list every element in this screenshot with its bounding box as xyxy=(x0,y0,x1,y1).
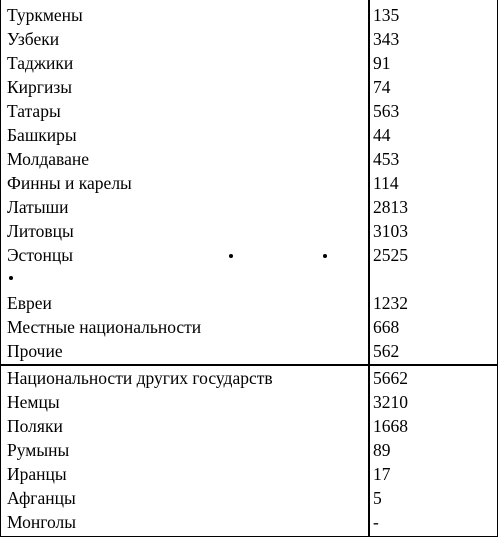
nationality-name: Молдаване xyxy=(7,149,89,169)
nationality-count: 3103 xyxy=(373,221,408,241)
stray-dot-mark xyxy=(323,254,327,258)
nationality-name: Поляки xyxy=(7,416,63,436)
table-row xyxy=(1,243,498,267)
nationality-count: 5 xyxy=(373,488,382,508)
table-row xyxy=(1,171,498,195)
table-row xyxy=(1,3,498,27)
nationality-name: Таджики xyxy=(7,53,74,73)
nationality-count: 2813 xyxy=(373,197,408,217)
nationality-name: Местные национальности xyxy=(7,317,202,337)
nationality-name: Литовцы xyxy=(7,221,74,241)
nationality-count: - xyxy=(373,512,379,532)
nationality-count: 17 xyxy=(373,464,391,484)
nationality-count: 343 xyxy=(373,29,400,49)
nationality-count: 453 xyxy=(373,149,400,169)
nationality-name: Латыши xyxy=(7,197,69,217)
table-row xyxy=(1,510,498,534)
nationality-name: Национальности других государств xyxy=(7,368,273,388)
nationality-name: Румыны xyxy=(7,440,70,460)
nationality-count: 5662 xyxy=(373,368,408,388)
nationality-count: 89 xyxy=(373,440,391,460)
table-row xyxy=(1,462,498,486)
table-row xyxy=(1,27,498,51)
table-row xyxy=(1,99,498,123)
table-row xyxy=(1,291,498,315)
nationality-name: Иранцы xyxy=(7,464,67,484)
table-row xyxy=(1,366,498,390)
stray-dot-mark xyxy=(9,276,13,280)
nationality-name: Киргизы xyxy=(7,77,73,97)
table-row xyxy=(1,147,498,171)
nationality-name: Узбеки xyxy=(7,29,60,49)
nationality-count: 91 xyxy=(373,53,391,73)
nationality-count: 2525 xyxy=(373,245,408,265)
table-row xyxy=(1,486,498,510)
table-row xyxy=(1,414,498,438)
stray-dot-mark xyxy=(229,254,233,258)
table-row xyxy=(1,51,498,75)
nationality-name: Монголы xyxy=(7,512,76,532)
nationality-count: 74 xyxy=(373,77,391,97)
table-row xyxy=(1,123,498,147)
nationality-name: Немцы xyxy=(7,392,60,412)
table-row xyxy=(1,315,498,339)
nationality-name: Туркмены xyxy=(7,5,83,25)
table-row xyxy=(1,267,498,291)
nationality-name: Афганцы xyxy=(7,488,76,508)
nationality-count: 135 xyxy=(373,5,400,25)
nationality-count: 562 xyxy=(373,341,400,361)
nationality-name: Башкиры xyxy=(7,125,77,145)
nationality-count: 1232 xyxy=(373,293,408,313)
nationality-name: Татары xyxy=(7,101,61,121)
table-row xyxy=(1,75,498,99)
table-row xyxy=(1,339,498,363)
table-row xyxy=(1,390,498,414)
nationality-count: 1668 xyxy=(373,416,408,436)
nationality-count: 44 xyxy=(373,125,391,145)
nationality-count: 3210 xyxy=(373,392,408,412)
nationality-count: 114 xyxy=(373,173,399,193)
nationality-name: Эстонцы xyxy=(7,245,73,265)
nationality-count: 563 xyxy=(373,101,400,121)
nationality-name: Финны и карелы xyxy=(7,173,132,193)
table-row xyxy=(1,219,498,243)
table-row xyxy=(1,438,498,462)
table-row xyxy=(1,195,498,219)
nationality-name: Евреи xyxy=(7,293,52,313)
nationality-count: 668 xyxy=(373,317,400,337)
nationality-name: Прочие xyxy=(7,341,63,361)
